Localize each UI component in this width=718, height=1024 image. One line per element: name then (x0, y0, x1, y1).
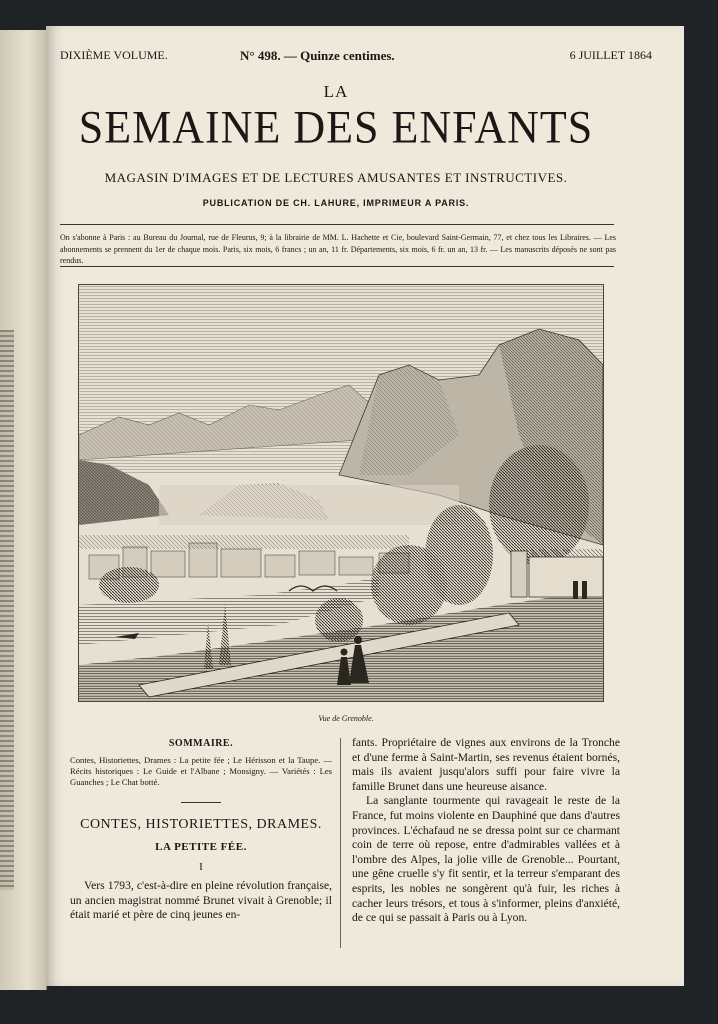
chapter-number: I (199, 861, 203, 873)
illustration-caption: Vue de Grenoble. (318, 714, 374, 723)
section-separator (181, 802, 221, 803)
engraving-illustration (79, 285, 603, 701)
story-paragraph-3: La sanglante tourmente qui ravageait le reste de la France, fut moins violente en Dauphiné que dans d'autres provinces. L'échafaud ne se dressa point sur ce charmant coin de terre où repose, entre d'admirables vallées et à l'ombre des Alpes, la jolie ville de Grenoble... Pourtant, une gêne cruelle s'y fit sentir, et la terreur s'emparant des esprits, les nobles ne songèrent qu'à fuir, les riches à cacher leurs trésors, et tous à s'informer, pleins d'anxiété, de ce qui se passait à Paris ou à Lyon. (352, 794, 620, 925)
story-paragraph-2: fants. Propriétaire de vignes aux environs de la Tronche et d'une ferme à Saint-Martin, ses revenus étaient bornés, mais ils avaient jusqu'alors suffi pour faire vivre la famille Brunet dans une heureuse aisance. (352, 736, 620, 793)
top-rule (60, 224, 614, 225)
story-title: LA PETITE FÉE. (155, 841, 247, 853)
column-divider (340, 738, 341, 948)
notice-rule (60, 266, 614, 267)
publisher-line: PUBLICATION DE CH. LAHURE, IMPRIMEUR A PARIS. (202, 198, 470, 208)
story-paragraph-1: Vers 1793, c'est-à-dire en pleine révolution française, un ancien magistrat nommé Brunet vivait à Grenoble; il était marié et père de cinq jeunes en- (70, 879, 332, 922)
subscription-notice: On s'abonne à Paris : au Bureau du Journal, rue de Fleurus, 9; à la librairie de MM. L. Hachette et Cie, boulevard Saint-Germain, 77, et chez tous les Libraires. — Les abonnements se prennent du 1er de chaque mois. Paris, six mois, 6 francs ; un an, 11 fr. Départements, six mois, 6 fr. un an, 13 fr. — Les manuscrits déposés ne sont pas rendus. (60, 233, 616, 265)
sommaire-text: Contes, Historiettes, Drames : La petite fée ; Le Hérisson et la Taupe. — Récits historiques : Le Guide et l'Albane ; Monsigny. — Variétés : Les Guanches ; Le Chat botté. (70, 755, 332, 787)
left-column (70, 738, 332, 923)
issue-date: 6 JUILLET 1864 (569, 48, 652, 62)
section-heading: CONTES, HISTORIETTES, DRAMES. (80, 817, 322, 832)
issue-number: N° 498. — Quinze centimes. (240, 48, 395, 63)
masthead-article: LA (323, 82, 349, 101)
engraving-view-of-grenoble (78, 284, 604, 702)
left-page-print-edge (0, 330, 14, 890)
masthead-subtitle: MAGASIN D'IMAGES ET DE LECTURES AMUSANTES ET INSTRUCTIVES. (104, 170, 568, 185)
masthead-title: SEMAINE DES ENFANTS (78, 101, 594, 154)
volume-label: DIXIÈME VOLUME. (60, 48, 168, 62)
right-column (352, 736, 620, 926)
sommaire-heading: SOMMAIRE. (168, 738, 234, 749)
newspaper-page (46, 26, 684, 986)
left-facing-page (0, 30, 47, 990)
